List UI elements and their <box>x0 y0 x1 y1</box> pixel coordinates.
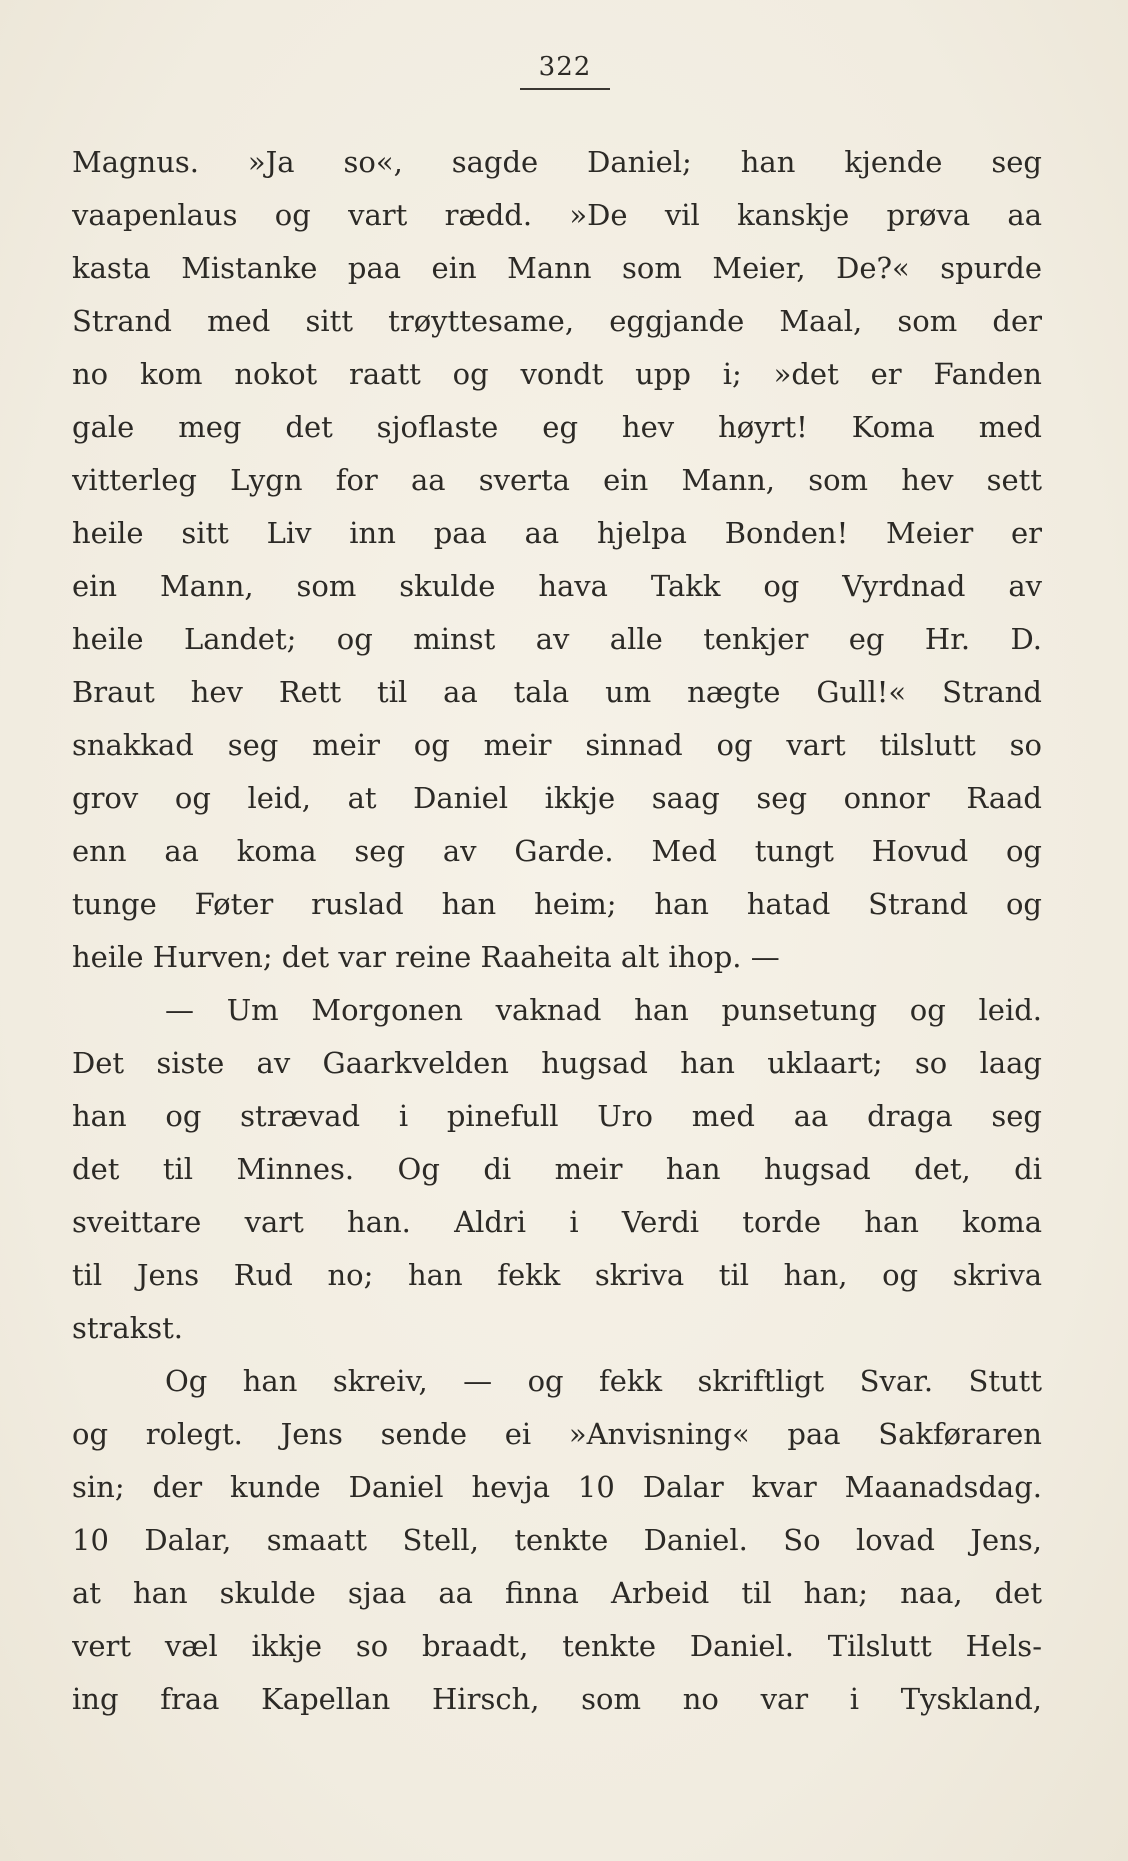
text-line: vitterleg Lygn for aa sverta ein Mann, som hev sett <box>72 463 1042 497</box>
text-line: til Jens Rud no; han fekk skriva til han, og skriva <box>72 1258 1042 1292</box>
text-line: Strand med sitt trøyttesame, eggjande Maal, som der <box>72 304 1042 338</box>
text-line: heile Landet; og minst av alle tenkjer eg Hr. D. <box>72 622 1042 656</box>
text-line: heile Hurven; det var reine Raaheita alt ihop. — <box>72 940 780 974</box>
text-line: grov og leid, at Daniel ikkje saag seg onnor Raad <box>72 781 1042 815</box>
text-line: Det siste av Gaarkvelden hugsad han uklaart; so laag <box>72 1046 1042 1080</box>
text-line: vaapenlaus og vart rædd. »De vil kanskje prøva aa <box>72 198 1042 232</box>
text-line: heile sitt Liv inn paa aa hjelpa Bonden! Meier er <box>72 516 1042 550</box>
text-line: ing fraa Kapellan Hirsch, som no var i Tyskland, <box>72 1682 1042 1716</box>
text-line: at han skulde sjaa aa finna Arbeid til han; naa, det <box>72 1576 1042 1610</box>
text-line: enn aa koma seg av Garde. Med tungt Hovud og <box>72 834 1042 868</box>
body-text <box>72 136 1042 1726</box>
text-line: tunge Føter ruslad han heim; han hatad Strand og <box>72 887 1042 921</box>
page-number: 322 <box>520 52 610 90</box>
text-line: Og han skreiv, — og fekk skriftligt Svar. Stutt <box>165 1364 1042 1398</box>
text-line: gale meg det sjoflaste eg hev høyrt! Koma med <box>72 410 1042 444</box>
text-line: og rolegt. Jens sende ei »Anvisning« paa Sakføraren <box>72 1417 1042 1451</box>
text-line: Magnus. »Ja so«, sagde Daniel; han kjende seg <box>72 145 1042 179</box>
text-line: kasta Mistanke paa ein Mann som Meier, De?« spurde <box>72 251 1042 285</box>
text-line: han og strævad i pinefull Uro med aa draga seg <box>72 1099 1042 1133</box>
text-line: snakkad seg meir og meir sinnad og vart tilslutt so <box>72 728 1042 762</box>
text-line: sveittare vart han. Aldri i Verdi torde han koma <box>72 1205 1042 1239</box>
text-line: strakst. <box>72 1311 184 1345</box>
text-line: — Um Morgonen vaknad han punsetung og leid. <box>165 993 1042 1027</box>
text-line: 10 Dalar, smaatt Stell, tenkte Daniel. So lovad Jens, <box>72 1523 1042 1557</box>
text-line: sin; der kunde Daniel hevja 10 Dalar kvar Maanadsdag. <box>72 1470 1042 1504</box>
text-line: no kom nokot raatt og vondt upp i; »det er Fanden <box>72 357 1042 391</box>
text-line: det til Minnes. Og di meir han hugsad det, di <box>72 1152 1042 1186</box>
text-line: Braut hev Rett til aa tala um nægte Gull!« Strand <box>72 675 1042 709</box>
text-line: ein Mann, som skulde hava Takk og Vyrdnad av <box>72 569 1042 603</box>
text-line: vert væl ikkje so braadt, tenkte Daniel. Tilslutt Hels- <box>72 1629 1042 1663</box>
